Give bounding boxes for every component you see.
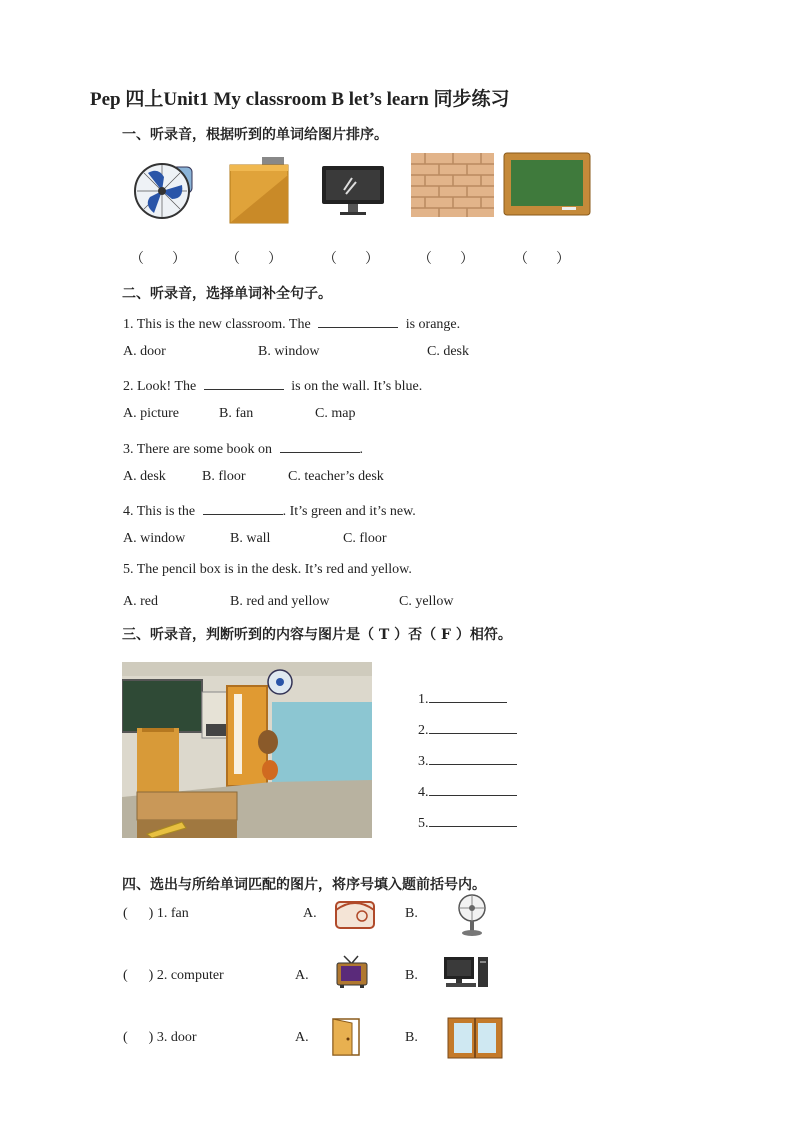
computer-monitor-icon (320, 164, 386, 218)
option-2c: C. map (315, 406, 356, 421)
option-5c: C. yellow (399, 594, 454, 609)
answer-paren-3: （ ） (323, 252, 379, 267)
option-1c: C. desk (427, 344, 469, 359)
match-row-2-a-label: A. (295, 968, 309, 983)
option-4c: C. floor (343, 531, 387, 546)
judge-item-5: 5. (418, 812, 517, 832)
brick-wall-icon (411, 153, 494, 217)
blank[interactable] (203, 500, 283, 515)
option-5b: B. red and yellow (230, 594, 330, 609)
match-row-3-b-label: B. (405, 1030, 418, 1045)
classroom-scene (122, 662, 372, 838)
match-row-1-a-label: A. (303, 906, 317, 921)
judge-item-4: 4. (418, 781, 517, 801)
blank[interactable] (318, 313, 398, 328)
option-2b: B. fan (219, 406, 254, 421)
answer-paren-4: （ ） (418, 252, 474, 267)
match-row-3-a-label: A. (295, 1030, 309, 1045)
question-3: 3. There are some book on . (123, 438, 363, 458)
match-row-3: ( ) 3. door (123, 1030, 197, 1045)
window-icon (446, 1016, 504, 1060)
option-2a: A. picture (123, 406, 179, 421)
option-1b: B. window (258, 344, 320, 359)
section-4-heading: 四、选出与所给单词匹配的图片，将序号填入题前括号内。 (122, 877, 486, 893)
answer-paren-1: （ ） (130, 252, 186, 267)
blank[interactable] (280, 438, 360, 453)
blank[interactable] (204, 375, 284, 390)
match-row-1-b-label: B. (405, 906, 418, 921)
door-icon (330, 1017, 366, 1057)
question-5: 5. The pencil box is in the desk. It’s red and yellow. (123, 562, 412, 577)
fan-icon (132, 155, 202, 223)
option-1a: A. door (123, 344, 166, 359)
section-1-heading: 一、听录音，根据听到的单词给图片排序。 (122, 127, 388, 143)
bag-icon (332, 894, 378, 930)
option-3c: C. teacher’s desk (288, 469, 384, 484)
section-2-heading: 二、听录音，选择单词补全句子。 (122, 286, 332, 302)
blackboard-icon (502, 151, 592, 217)
match-row-2-b-label: B. (405, 968, 418, 983)
option-3a: A. desk (123, 469, 166, 484)
answer-paren-2: （ ） (226, 252, 282, 267)
desk-icon (226, 155, 292, 225)
judge-item-1: 1. (418, 688, 507, 708)
match-row-1: ( ) 1. fan (123, 906, 189, 921)
blank[interactable] (429, 812, 517, 827)
match-row-2: ( ) 2. computer (123, 968, 224, 983)
tv-icon (334, 954, 370, 990)
electric-fan-icon (450, 892, 494, 938)
answer-paren-5: （ ） (514, 252, 570, 267)
blank[interactable] (429, 688, 507, 703)
page-title: Pep 四上Unit1 My classroom B let’s learn 同步练习 (90, 89, 510, 110)
question-1: 1. This is the new classroom. The is orange. (123, 313, 460, 333)
judge-item-2: 2. (418, 719, 517, 739)
judge-item-3: 3. (418, 750, 517, 770)
question-4: 4. This is the . It’s green and it’s new. (123, 500, 416, 520)
blank[interactable] (429, 781, 517, 796)
option-5a: A. red (123, 594, 158, 609)
question-2: 2. Look! The is on the wall. It’s blue. (123, 375, 422, 395)
option-4b: B. wall (230, 531, 271, 546)
option-3b: B. floor (202, 469, 246, 484)
blank[interactable] (429, 719, 517, 734)
section-3-heading: 三、听录音，判断听到的内容与图片是（ T ）否（ F ）相符。 (122, 627, 512, 643)
desktop-computer-icon (442, 955, 490, 989)
option-4a: A. window (123, 531, 186, 546)
blank[interactable] (429, 750, 517, 765)
